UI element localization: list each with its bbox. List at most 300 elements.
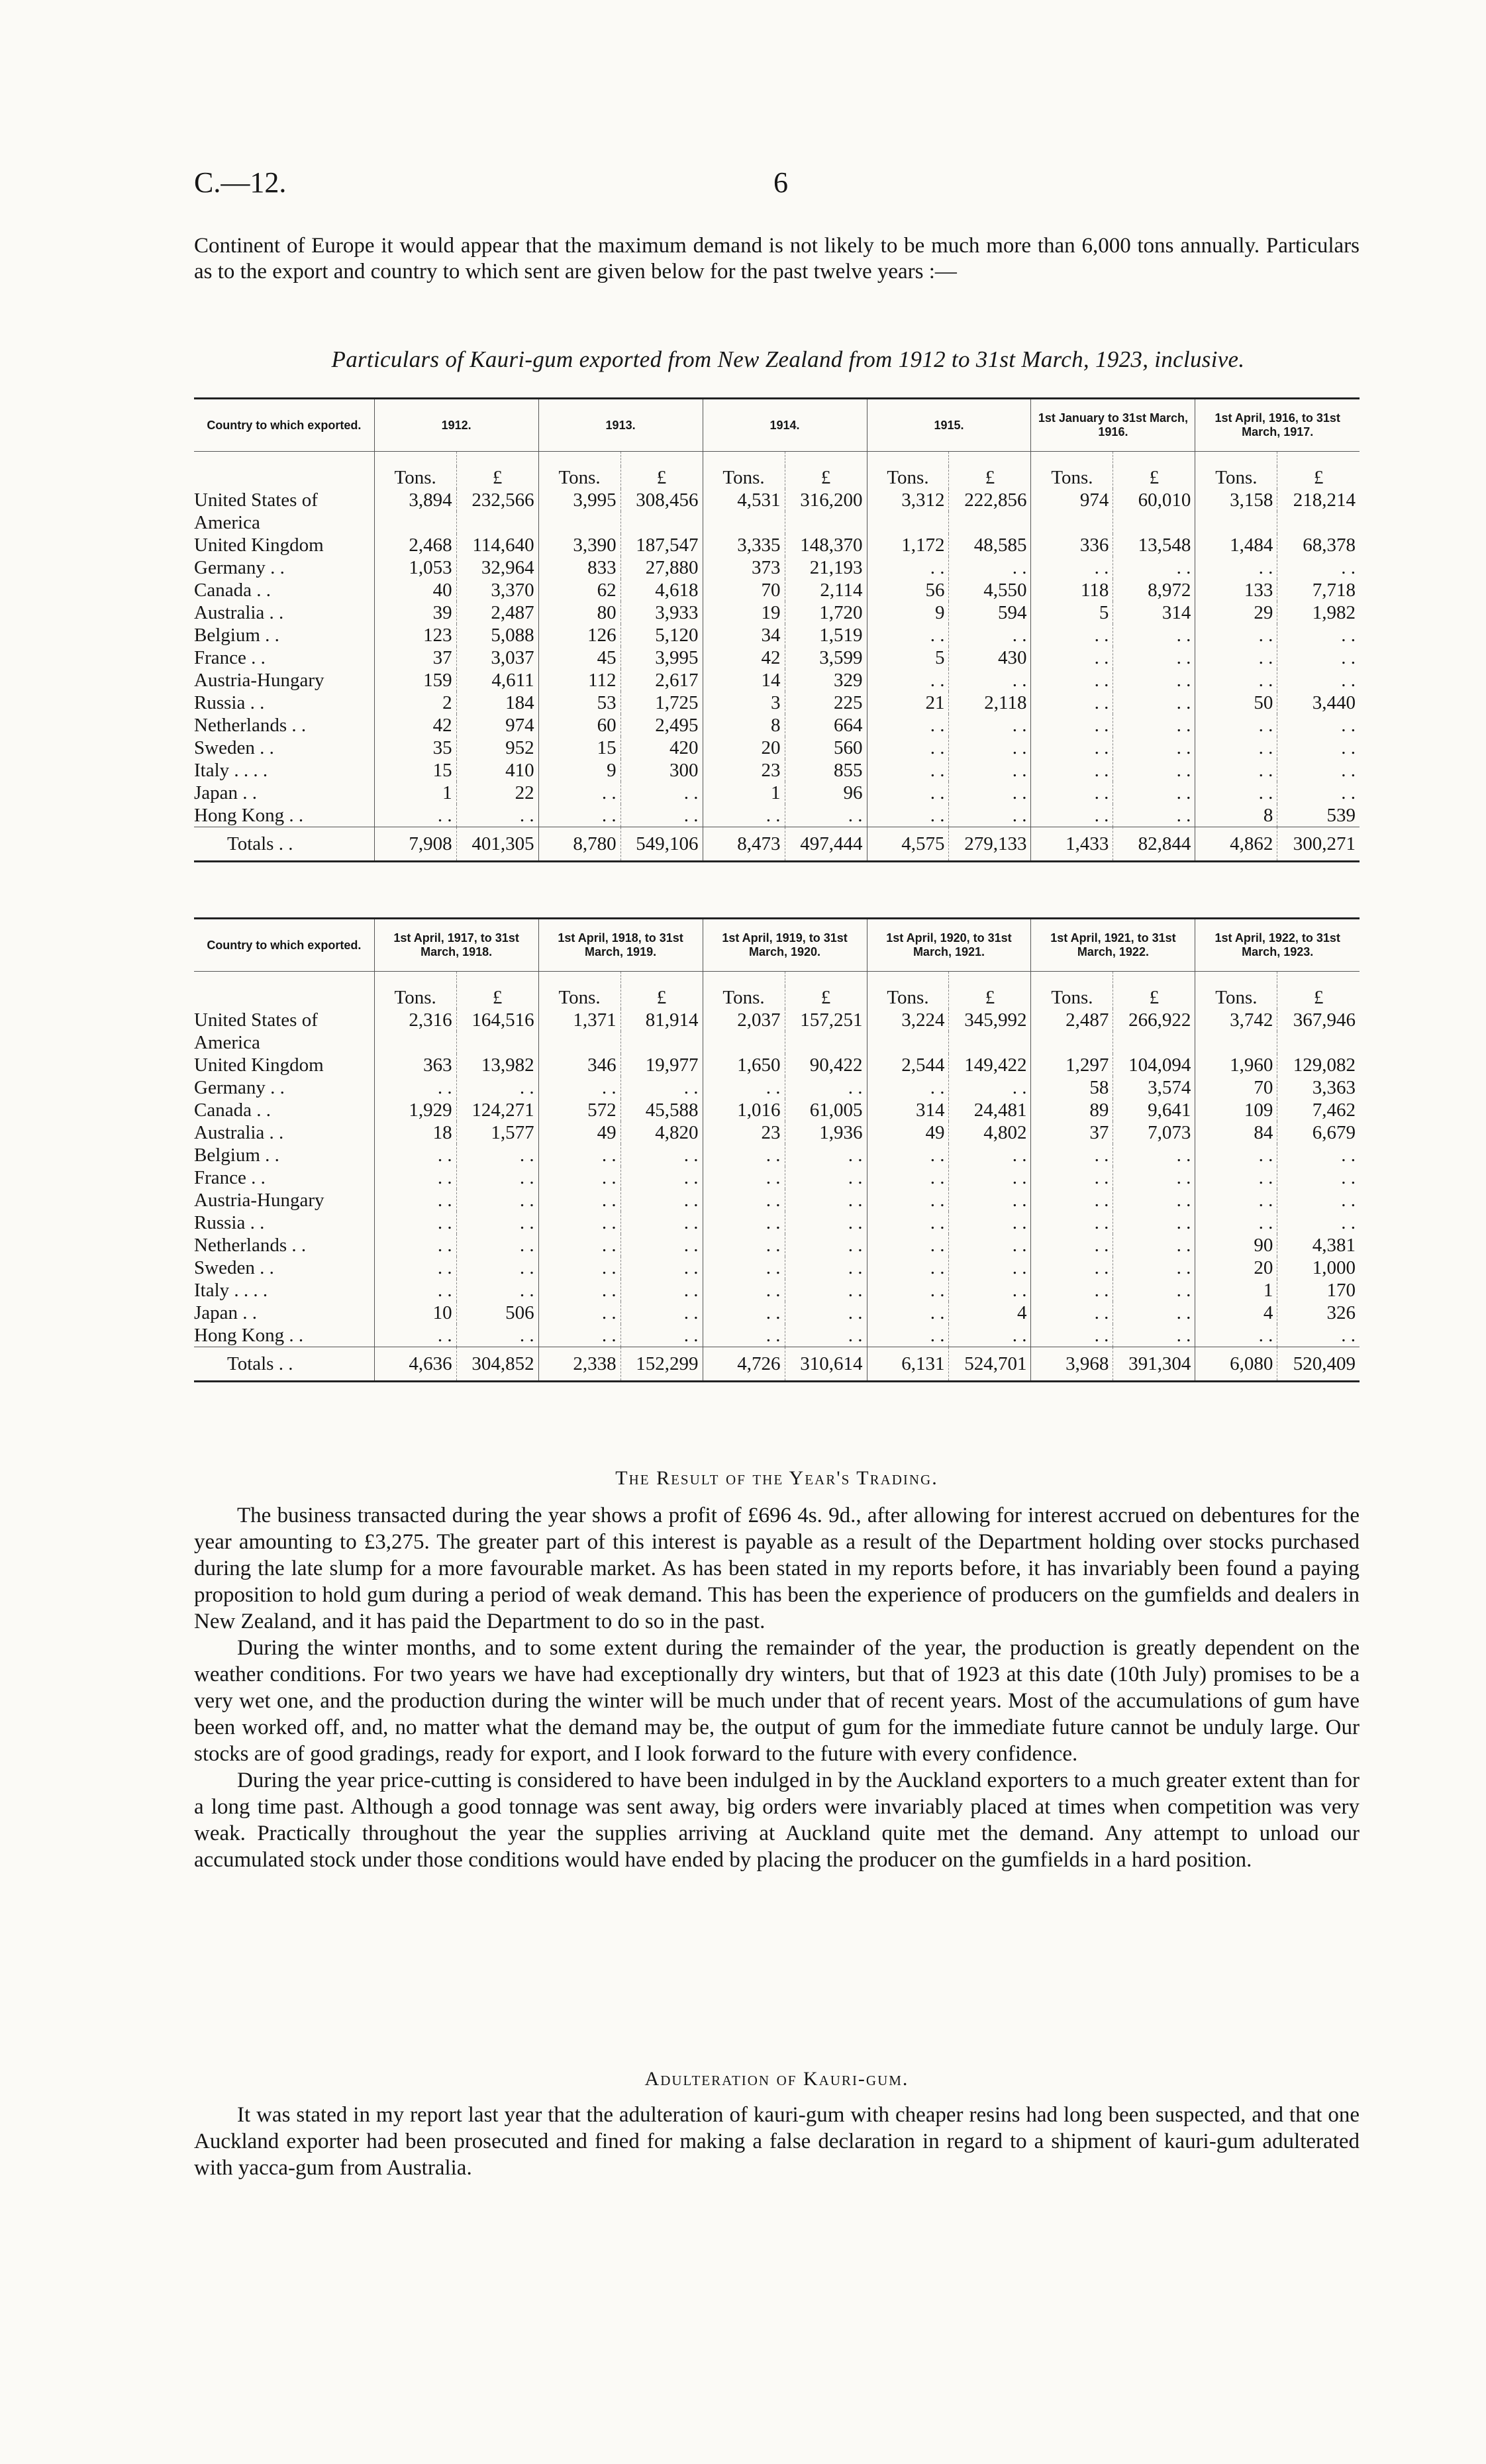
units-row [194,986,1360,1009]
country-cell: France . . [194,1167,266,1188]
value-cell: 96 [785,782,867,804]
totals-label: Totals . . [194,827,374,862]
total-tons-cell: 6,131 [867,1347,949,1382]
value-cell: 5,120 [620,624,703,646]
value-cell: . . [949,737,1031,759]
table-row [194,1279,1360,1302]
tons-cell: . . [703,804,785,827]
value-cell: 129,082 [1277,1054,1360,1076]
unit-pounds: £ [1113,466,1195,489]
tons-cell: 974 [1031,489,1113,511]
value-cell: . . [949,1211,1031,1234]
country-column-header: Country to which exported. [207,938,362,952]
table-row [194,556,1360,579]
total-value-cell: 304,852 [456,1347,538,1382]
table-row [194,1054,1360,1076]
tons-cell: . . [867,1189,949,1211]
value-cell: 104,094 [1113,1054,1195,1076]
table-row [194,1324,1360,1347]
tons-cell: . . [703,1302,785,1324]
tons-cell: . . [538,804,620,827]
value-cell: . . [1277,714,1360,737]
period-header: 1st April, 1921, to 31st March, 1922. [1031,919,1195,972]
country-cell: United States of [194,1009,318,1031]
tons-cell: 37 [1031,1121,1113,1144]
value-cell: . . [1113,1189,1195,1211]
tons-cell: 346 [538,1054,620,1076]
country-cell: United Kingdom [194,1054,324,1076]
value-cell: . . [1277,1166,1360,1189]
unit-pounds: £ [456,986,538,1009]
value-cell: 218,214 [1277,489,1360,511]
value-cell: 1,519 [785,624,867,646]
value-cell: 345,992 [949,1009,1031,1031]
period-header: 1913. [538,399,703,452]
table-row [194,804,1360,827]
value-cell: 114,640 [456,534,538,556]
tons-cell: . . [1031,624,1113,646]
value-cell: . . [1113,1279,1195,1302]
value-cell: 3,574 [1113,1076,1195,1099]
unit-pounds: £ [1277,986,1360,1009]
section-body-adulteration [194,2102,1360,2181]
tons-cell: 2,316 [374,1009,456,1031]
export-table-1917-1923 [194,917,1360,1382]
value-cell: 308,456 [620,489,703,511]
table-caption: Particulars of Kauri-gum exported from New Zealand from 1912 to 31st March, 1923, inclusive. [331,346,1245,372]
tons-cell: . . [1031,1324,1113,1347]
tons-cell: . . [867,1324,949,1347]
value-cell: 7,718 [1277,579,1360,601]
value-cell: . . [620,1279,703,1302]
value-cell: 367,946 [1277,1009,1360,1031]
table-row [194,737,1360,759]
unit-pounds: £ [1113,986,1195,1009]
tons-cell: . . [374,1234,456,1257]
totals-label: Totals . . [194,1347,374,1382]
tons-cell: . . [703,1234,785,1257]
tons-cell: . . [538,1144,620,1166]
value-cell: . . [949,556,1031,579]
value-cell: . . [620,1189,703,1211]
tons-cell: 3,158 [1195,489,1277,511]
tons-cell: . . [867,804,949,827]
total-value-cell: 300,271 [1277,827,1360,862]
value-cell: . . [1113,1257,1195,1279]
value-cell: . . [620,1076,703,1099]
value-cell: . . [949,669,1031,692]
tons-cell: . . [374,1189,456,1211]
table-row [194,1302,1360,1324]
tons-cell [1195,511,1277,534]
tons-cell: . . [703,1144,785,1166]
total-value-cell: 520,409 [1277,1347,1360,1382]
value-cell: 68,378 [1277,534,1360,556]
tons-cell: 19 [703,601,785,624]
value-cell: 4,381 [1277,1234,1360,1257]
tons-cell: 37 [374,646,456,669]
value-cell: 61,005 [785,1099,867,1121]
value-cell: . . [456,1076,538,1099]
report-reference: C.—12. [194,166,287,199]
value-cell: . . [456,1257,538,1279]
value-cell: . . [785,1234,867,1257]
tons-cell: . . [1031,692,1113,714]
country-cell: Hong Kong . . [194,805,304,826]
tons-cell [374,1031,456,1054]
tons-cell: . . [867,624,949,646]
tons-cell: . . [703,1189,785,1211]
value-cell [949,511,1031,534]
tons-cell: 90 [1195,1234,1277,1257]
total-tons-cell: 4,575 [867,827,949,862]
table-row [194,1166,1360,1189]
value-cell: 5,088 [456,624,538,646]
tons-cell: 126 [538,624,620,646]
export-table-1912-1917 [194,397,1360,862]
tons-cell: 1,371 [538,1009,620,1031]
tons-cell: . . [867,1144,949,1166]
country-cell: Netherlands . . [194,1235,307,1256]
period-header: 1st April, 1919, to 31st March, 1920. [703,919,867,972]
unit-pounds: £ [785,466,867,489]
tons-cell: . . [867,1076,949,1099]
value-cell [1277,1031,1360,1054]
tons-cell: . . [1031,1302,1113,1324]
country-cell: Belgium . . [194,625,279,646]
tons-cell: 4 [1195,1302,1277,1324]
value-cell: 952 [456,737,538,759]
section-heading-adulteration: Adulteration of Kauri-gum. [644,2068,909,2090]
value-cell: 1,000 [1277,1257,1360,1279]
value-cell: 21,193 [785,556,867,579]
value-cell: . . [785,1076,867,1099]
total-tons-cell: 1,433 [1031,827,1113,862]
unit-pounds: £ [456,466,538,489]
tons-cell: . . [1195,737,1277,759]
tons-cell: 109 [1195,1099,1277,1121]
period-header: 1912. [374,399,538,452]
value-cell: 124,271 [456,1099,538,1121]
tons-cell: . . [867,1211,949,1234]
unit-tons: Tons. [703,986,785,1009]
value-cell: . . [785,1257,867,1279]
tons-cell: 40 [374,579,456,601]
table-row [194,782,1360,804]
value-cell: 6,679 [1277,1121,1360,1144]
tons-cell: 34 [703,624,785,646]
tons-cell: 8 [1195,804,1277,827]
country-cell: United Kingdom [194,535,324,556]
tons-cell: . . [1031,1257,1113,1279]
tons-cell: . . [1195,759,1277,782]
value-cell: 4 [949,1302,1031,1324]
country-cell: Russia . . [194,1212,265,1233]
tons-cell: 1 [1195,1279,1277,1302]
tons-cell: . . [538,1324,620,1347]
tons-cell: . . [867,782,949,804]
tons-cell: 112 [538,669,620,692]
tons-cell: 336 [1031,534,1113,556]
tons-cell [1031,511,1113,534]
value-cell: 266,922 [1113,1009,1195,1031]
value-cell [1113,511,1195,534]
value-cell: . . [1277,624,1360,646]
tons-cell: 363 [374,1054,456,1076]
country-cell: Austria-Hungary [194,670,324,691]
tons-cell: 2,487 [1031,1009,1113,1031]
tons-cell: 2,468 [374,534,456,556]
value-cell: 3,933 [620,601,703,624]
tons-cell: 8 [703,714,785,737]
value-cell: . . [1277,1189,1360,1211]
tons-cell [1195,1031,1277,1054]
value-cell: . . [785,1211,867,1234]
tons-cell: 45 [538,646,620,669]
tons-cell: . . [1031,759,1113,782]
tons-cell: 1,650 [703,1054,785,1076]
value-cell: . . [456,1189,538,1211]
unit-pounds: £ [949,466,1031,489]
tons-cell: 133 [1195,579,1277,601]
tons-cell: 49 [538,1121,620,1144]
value-cell: 19,977 [620,1054,703,1076]
tons-cell: . . [538,1279,620,1302]
value-cell: . . [620,1324,703,1347]
tons-cell: . . [538,782,620,804]
total-value-cell: 152,299 [620,1347,703,1382]
unit-tons: Tons. [1031,986,1113,1009]
value-cell: 13,548 [1113,534,1195,556]
total-value-cell: 524,701 [949,1347,1031,1382]
tons-cell: . . [1031,782,1113,804]
tons-cell: 3,224 [867,1009,949,1031]
value-cell: . . [1113,1144,1195,1166]
tons-cell: . . [1195,669,1277,692]
value-cell: . . [1113,1234,1195,1257]
value-cell [456,511,538,534]
value-cell: . . [1277,1324,1360,1347]
unit-tons: Tons. [703,466,785,489]
value-cell: 2,487 [456,601,538,624]
country-cell: Belgium . . [194,1145,279,1166]
value-cell [1277,511,1360,534]
value-cell: . . [785,1166,867,1189]
unit-pounds: £ [949,986,1031,1009]
table-row [194,669,1360,692]
tons-cell: . . [374,804,456,827]
paragraph: It was stated in my report last year that the adulteration of kauri-gum with cheaper resins had long been suspected, and that one Auckland exporter had been prosecuted and fined for making a false declaration in regard to a shipment of kauri-gum adulterated with yacca-gum from Australia. [194,2103,1360,2180]
tons-cell: 14 [703,669,785,692]
value-cell: 3,995 [620,646,703,669]
total-tons-cell: 6,080 [1195,1347,1277,1382]
value-cell [620,511,703,534]
total-value-cell: 549,106 [620,827,703,862]
tons-cell: . . [1031,714,1113,737]
value-cell: . . [949,1144,1031,1166]
tons-cell: . . [703,1279,785,1302]
tons-cell: 35 [374,737,456,759]
tons-cell: . . [867,1279,949,1302]
tons-cell: . . [374,1324,456,1347]
tons-cell: 3 [703,692,785,714]
totals-row [194,827,1360,862]
tons-cell [538,1031,620,1054]
tons-cell: . . [1195,1166,1277,1189]
value-cell: 420 [620,737,703,759]
value-cell: 1,577 [456,1121,538,1144]
tons-cell: 314 [867,1099,949,1121]
tons-cell: . . [374,1166,456,1189]
tons-cell: 56 [867,579,949,601]
value-cell: 48,585 [949,534,1031,556]
tons-cell: 5 [1031,601,1113,624]
value-cell: . . [949,1166,1031,1189]
tons-cell: 4,531 [703,489,785,511]
country-cell: Germany . . [194,557,285,578]
value-cell: 32,964 [456,556,538,579]
unit-tons: Tons. [1195,466,1277,489]
value-cell [1113,1031,1195,1054]
value-cell: 13,982 [456,1054,538,1076]
value-cell: 225 [785,692,867,714]
tons-cell: 1,297 [1031,1054,1113,1076]
tons-cell: 29 [1195,601,1277,624]
tons-cell: 2,544 [867,1054,949,1076]
tons-cell: . . [703,1257,785,1279]
tons-cell: . . [1031,669,1113,692]
tons-cell [703,1031,785,1054]
value-cell: 222,856 [949,489,1031,511]
value-cell: 187,547 [620,534,703,556]
tons-cell: . . [703,1324,785,1347]
tons-cell: . . [867,669,949,692]
tons-cell: 3,742 [1195,1009,1277,1031]
value-cell: . . [949,1279,1031,1302]
tons-cell: . . [867,737,949,759]
value-cell: . . [1113,624,1195,646]
value-cell: . . [620,1211,703,1234]
value-cell: 410 [456,759,538,782]
country-cell: Austria-Hungary [194,1190,324,1211]
total-value-cell: 310,614 [785,1347,867,1382]
value-cell: 560 [785,737,867,759]
tons-cell: . . [867,1302,949,1324]
tons-cell: 3,995 [538,489,620,511]
tons-cell: 20 [1195,1257,1277,1279]
tons-cell: . . [538,1257,620,1279]
unit-pounds: £ [785,986,867,1009]
value-cell: . . [456,1234,538,1257]
value-cell: 3,370 [456,579,538,601]
intro-paragraph: Continent of Europe it would appear that the maximum demand is not likely to be much more than 6,000 tons annually. Particulars as to the export and country to which sent are given below for the past twelve years :— [194,234,1360,283]
tons-cell: . . [1195,646,1277,669]
tons-cell: . . [703,1211,785,1234]
page-header [194,166,1360,205]
table-row [194,579,1360,601]
value-cell: . . [620,1234,703,1257]
tons-cell: . . [1031,1279,1113,1302]
tons-cell: . . [1195,1144,1277,1166]
unit-tons: Tons. [374,986,456,1009]
country-cell: America [194,1032,260,1053]
value-cell: . . [620,1257,703,1279]
total-tons-cell: 4,636 [374,1347,456,1382]
country-cell: Sweden . . [194,737,274,758]
tons-cell: 60 [538,714,620,737]
value-cell: . . [1277,759,1360,782]
tons-cell: . . [1031,1211,1113,1234]
value-cell: 7,462 [1277,1099,1360,1121]
tons-cell: . . [1195,782,1277,804]
table-row [194,624,1360,646]
tons-cell: 1,960 [1195,1054,1277,1076]
tons-cell: . . [1195,1211,1277,1234]
value-cell: . . [1277,646,1360,669]
tons-cell: 3,894 [374,489,456,511]
table-row [194,1234,1360,1257]
tons-cell: 80 [538,601,620,624]
value-cell: 4,618 [620,579,703,601]
tons-cell: . . [1031,1189,1113,1211]
tons-cell: . . [867,1234,949,1257]
tons-cell: 62 [538,579,620,601]
value-cell: 24,481 [949,1099,1031,1121]
period-header: 1915. [867,399,1031,452]
tons-cell: 1 [703,782,785,804]
unit-pounds: £ [620,466,703,489]
country-cell: Hong Kong . . [194,1325,304,1346]
value-cell: . . [1277,1144,1360,1166]
tons-cell: . . [867,1257,949,1279]
tons-cell: . . [1031,737,1113,759]
value-cell: 855 [785,759,867,782]
value-cell: . . [949,759,1031,782]
value-cell: 4,611 [456,669,538,692]
total-tons-cell: 8,780 [538,827,620,862]
value-cell: . . [620,782,703,804]
tons-cell: . . [1195,1189,1277,1211]
value-cell: 157,251 [785,1009,867,1031]
value-cell: 22 [456,782,538,804]
units-row [194,466,1360,489]
value-cell: 90,422 [785,1054,867,1076]
value-cell: 148,370 [785,534,867,556]
unit-tons: Tons. [867,466,949,489]
period-header: 1st April, 1916, to 31st March, 1917. [1195,399,1360,452]
value-cell: . . [949,1324,1031,1347]
country-cell: Japan . . [194,782,258,803]
table-row [194,489,1360,511]
table-row [194,1031,1360,1054]
spacer-row [194,972,1360,987]
value-cell: . . [949,782,1031,804]
value-cell: 664 [785,714,867,737]
tons-cell: 373 [703,556,785,579]
tons-cell: 3,390 [538,534,620,556]
unit-tons: Tons. [374,466,456,489]
total-tons-cell: 4,726 [703,1347,785,1382]
value-cell: . . [1277,556,1360,579]
value-cell: . . [1113,1324,1195,1347]
value-cell: 3,363 [1277,1076,1360,1099]
value-cell: . . [620,1302,703,1324]
tons-cell: 833 [538,556,620,579]
tons-cell: . . [1195,1324,1277,1347]
tons-cell: 5 [867,646,949,669]
unit-tons: Tons. [538,466,620,489]
unit-pounds: £ [620,986,703,1009]
